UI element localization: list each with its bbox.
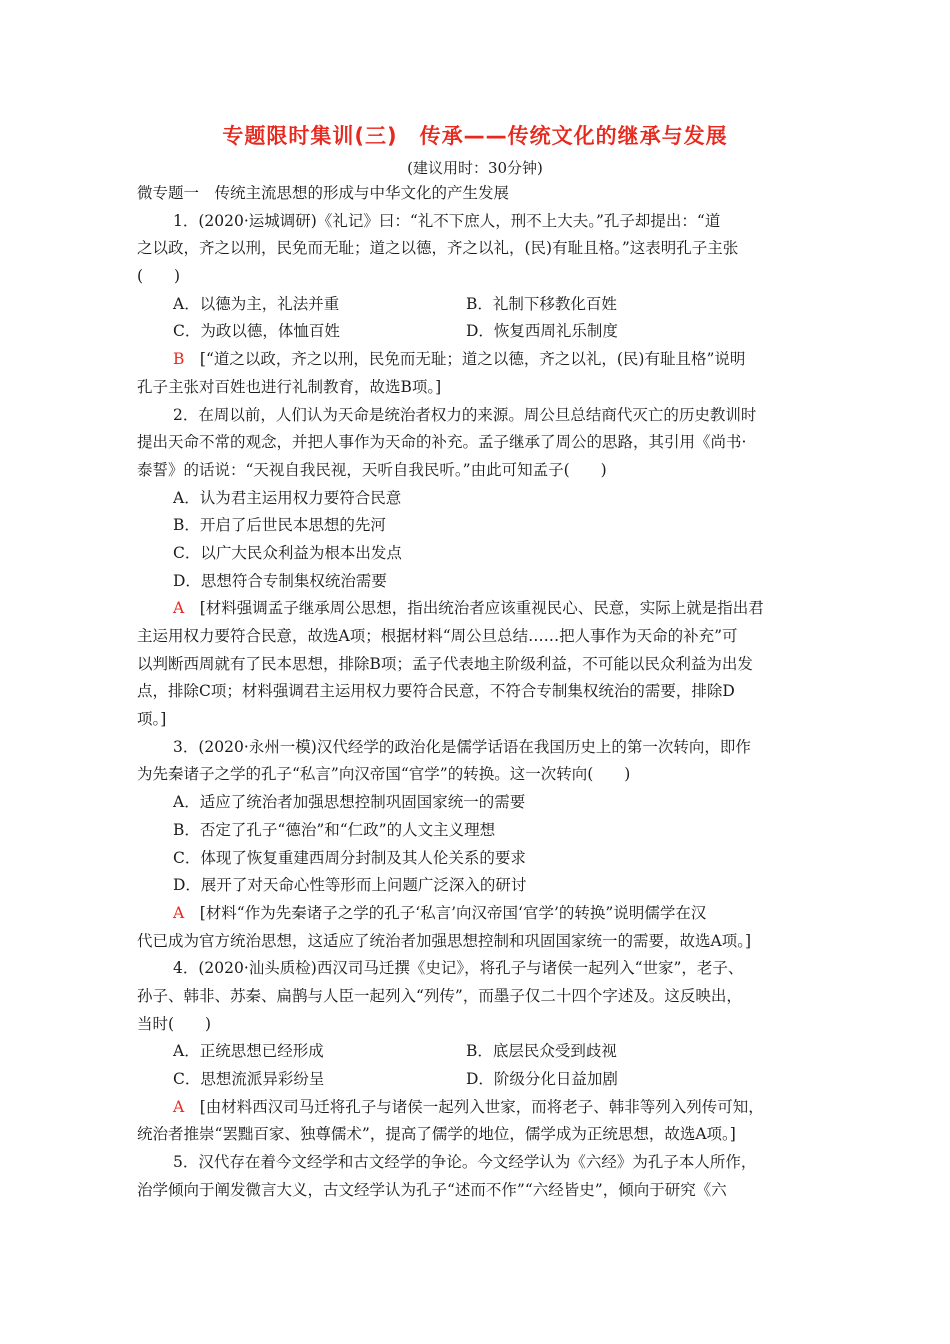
explanation-line: 主运用权力要符合民意，故选A项；根据材料“周公旦总结……把人事作为天命的补充”可 (137, 627, 738, 645)
option-b: B．底层民众受到歧视 (466, 1042, 617, 1061)
explanation-line: 统治者推崇“罢黜百家、独尊儒术”，提高了儒学的地位，儒学成为正统思想，故选A项。] (137, 1125, 736, 1144)
option-b: B．开启了后世民本思想的先河 (173, 516, 386, 535)
option-b: B．礼制下移教化百姓 (466, 294, 617, 313)
question-stem-line: ( ) (137, 267, 181, 286)
question-stem-line: 为先秦诸子之学的孔子“私言”向汉帝国“官学”的转换。这一次转向( ) (137, 765, 631, 784)
option-d: D．展开了对天命心性等形而上问题广泛深入的研讨 (173, 876, 527, 895)
answer-letter: B (173, 350, 185, 369)
option-b: B．否定了孔子“德治”和“仁政”的人文主义理想 (173, 820, 496, 839)
explanation-text: [由材料西汉司马迁将孔子与诸侯一起列入世家，而将老子、韩非等列入列传可知， (199, 1097, 764, 1116)
question-stem-line: 2．在周以前，人们认为天命是统治者权力的来源。周公旦总结商代灭亡的历史教训时 (173, 405, 757, 424)
option-d: D．恢复西周礼乐制度 (466, 322, 618, 341)
explanation-text: [“道之以政，齐之以刑，民免而无耻；道之以德，齐之以礼，(民)有耻且格”说明 (199, 350, 746, 369)
question-stem-line: 提出天命不常的观念，并把人事作为天命的补充。孟子继承了周公的思路，其引用《尚书· (137, 433, 747, 452)
explanation-text: [材料强调孟子继承周公思想，指出统治者应该重视民心、民意，实际上就是指出君 (199, 599, 764, 618)
explanation-line (137, 900, 817, 928)
section-heading: 微专题一 传统主流思想的形成与中华文化的产生发展 (137, 184, 510, 202)
option-row (137, 1066, 817, 1094)
option-d: D．思想符合专制集权统治需要 (173, 571, 387, 590)
explanation-text: [材料“作为先秦诸子之学的孔子‘私言’向汉帝国‘官学’的转换”说明儒学在汉 (199, 903, 707, 922)
question-stem-line: 1．(2020·运城调研)《礼记》曰：“礼不下庶人，刑不上大夫。”孔子却提出：“道 (173, 211, 721, 230)
time-hint: (建议用时：30分钟) (407, 159, 543, 177)
explanation-line: 以判断西周就有了民本思想，排除B项；孟子代表地主阶级利益，不可能以民众利益为出发 (137, 654, 753, 673)
option-a: A．正统思想已经形成 (173, 1042, 324, 1061)
question-1 (137, 208, 817, 402)
question-3 (137, 734, 817, 956)
answer-letter: A (173, 903, 185, 922)
question-stem-line: 4．(2020·汕头质检)西汉司马迁撰《史记》，将孔子与诸侯一起列入“世家”，老子、 (173, 959, 744, 978)
option-c: C．为政以德，体恤百姓 (173, 322, 340, 341)
answer-letter: A (173, 1097, 185, 1116)
option-d: D．阶级分化日益加剧 (466, 1070, 618, 1088)
explanation-line: 项。] (137, 710, 167, 729)
explanation-line (137, 346, 817, 374)
option-a: A．认为君主运用权力要符合民意 (173, 488, 402, 507)
question-4 (137, 955, 817, 1149)
option-c: C．以广大民众利益为根本出发点 (173, 543, 402, 562)
explanation-line: 代已成为官方统治思想，这适应了统治者加强思想控制和巩固国家统一的需要，故选A项。] (137, 931, 751, 950)
option-c: C．思想流派异彩纷呈 (173, 1070, 325, 1088)
question-stem-line: 孙子、韩非、苏秦、扁鹊与人臣一起列入“列传”，而墨子仅二十四个字述及。这反映出， (137, 986, 742, 1005)
explanation-line (137, 1094, 817, 1122)
option-row (137, 318, 817, 346)
option-c: C．体现了恢复重建西周分封制及其人伦关系的要求 (173, 848, 526, 867)
question-stem-line: 泰誓》的话说：“天视自我民视，天听自我民听。”由此可知孟子( ) (137, 460, 607, 479)
option-row (137, 1038, 817, 1066)
question-stem-line: 之以政，齐之以刑，民免而无耻；道之以德，齐之以礼，(民)有耻且格。”这表明孔子主张 (137, 239, 739, 258)
answer-letter: A (173, 599, 185, 618)
question-5 (137, 1149, 817, 1204)
document-body (137, 180, 817, 1204)
question-2 (137, 402, 817, 734)
option-a: A．以德为主，礼法并重 (173, 294, 340, 313)
option-a: A．适应了统治者加强思想控制巩固国家统一的需要 (173, 793, 526, 812)
option-row (137, 291, 817, 319)
explanation-line: 点，排除C项；材料强调君主运用权力要符合民意，不符合专制集权统治的需要，排除D (137, 682, 735, 701)
explanation-line (137, 595, 817, 623)
question-stem-line: 当时( ) (137, 1014, 212, 1033)
page-title: 专题限时集训(三) 传承——传统文化的继承与发展 (222, 124, 728, 148)
question-stem-line: 5．汉代存在着今文经学和古文经学的争论。今文经学认为《六经》为孔子本人所作， (173, 1153, 757, 1172)
explanation-line: 孔子主张对百姓也进行礼制教育，故选B项。] (137, 377, 442, 396)
question-stem-line: 3．(2020·永州一模)汉代经学的政治化是儒学话语在我国历史上的第一次转向，即作 (173, 737, 751, 756)
question-stem-line: 治学倾向于阐发微言大义，古文经学认为孔子“述而不作”“六经皆史”，倾向于研究《六 (137, 1180, 727, 1199)
